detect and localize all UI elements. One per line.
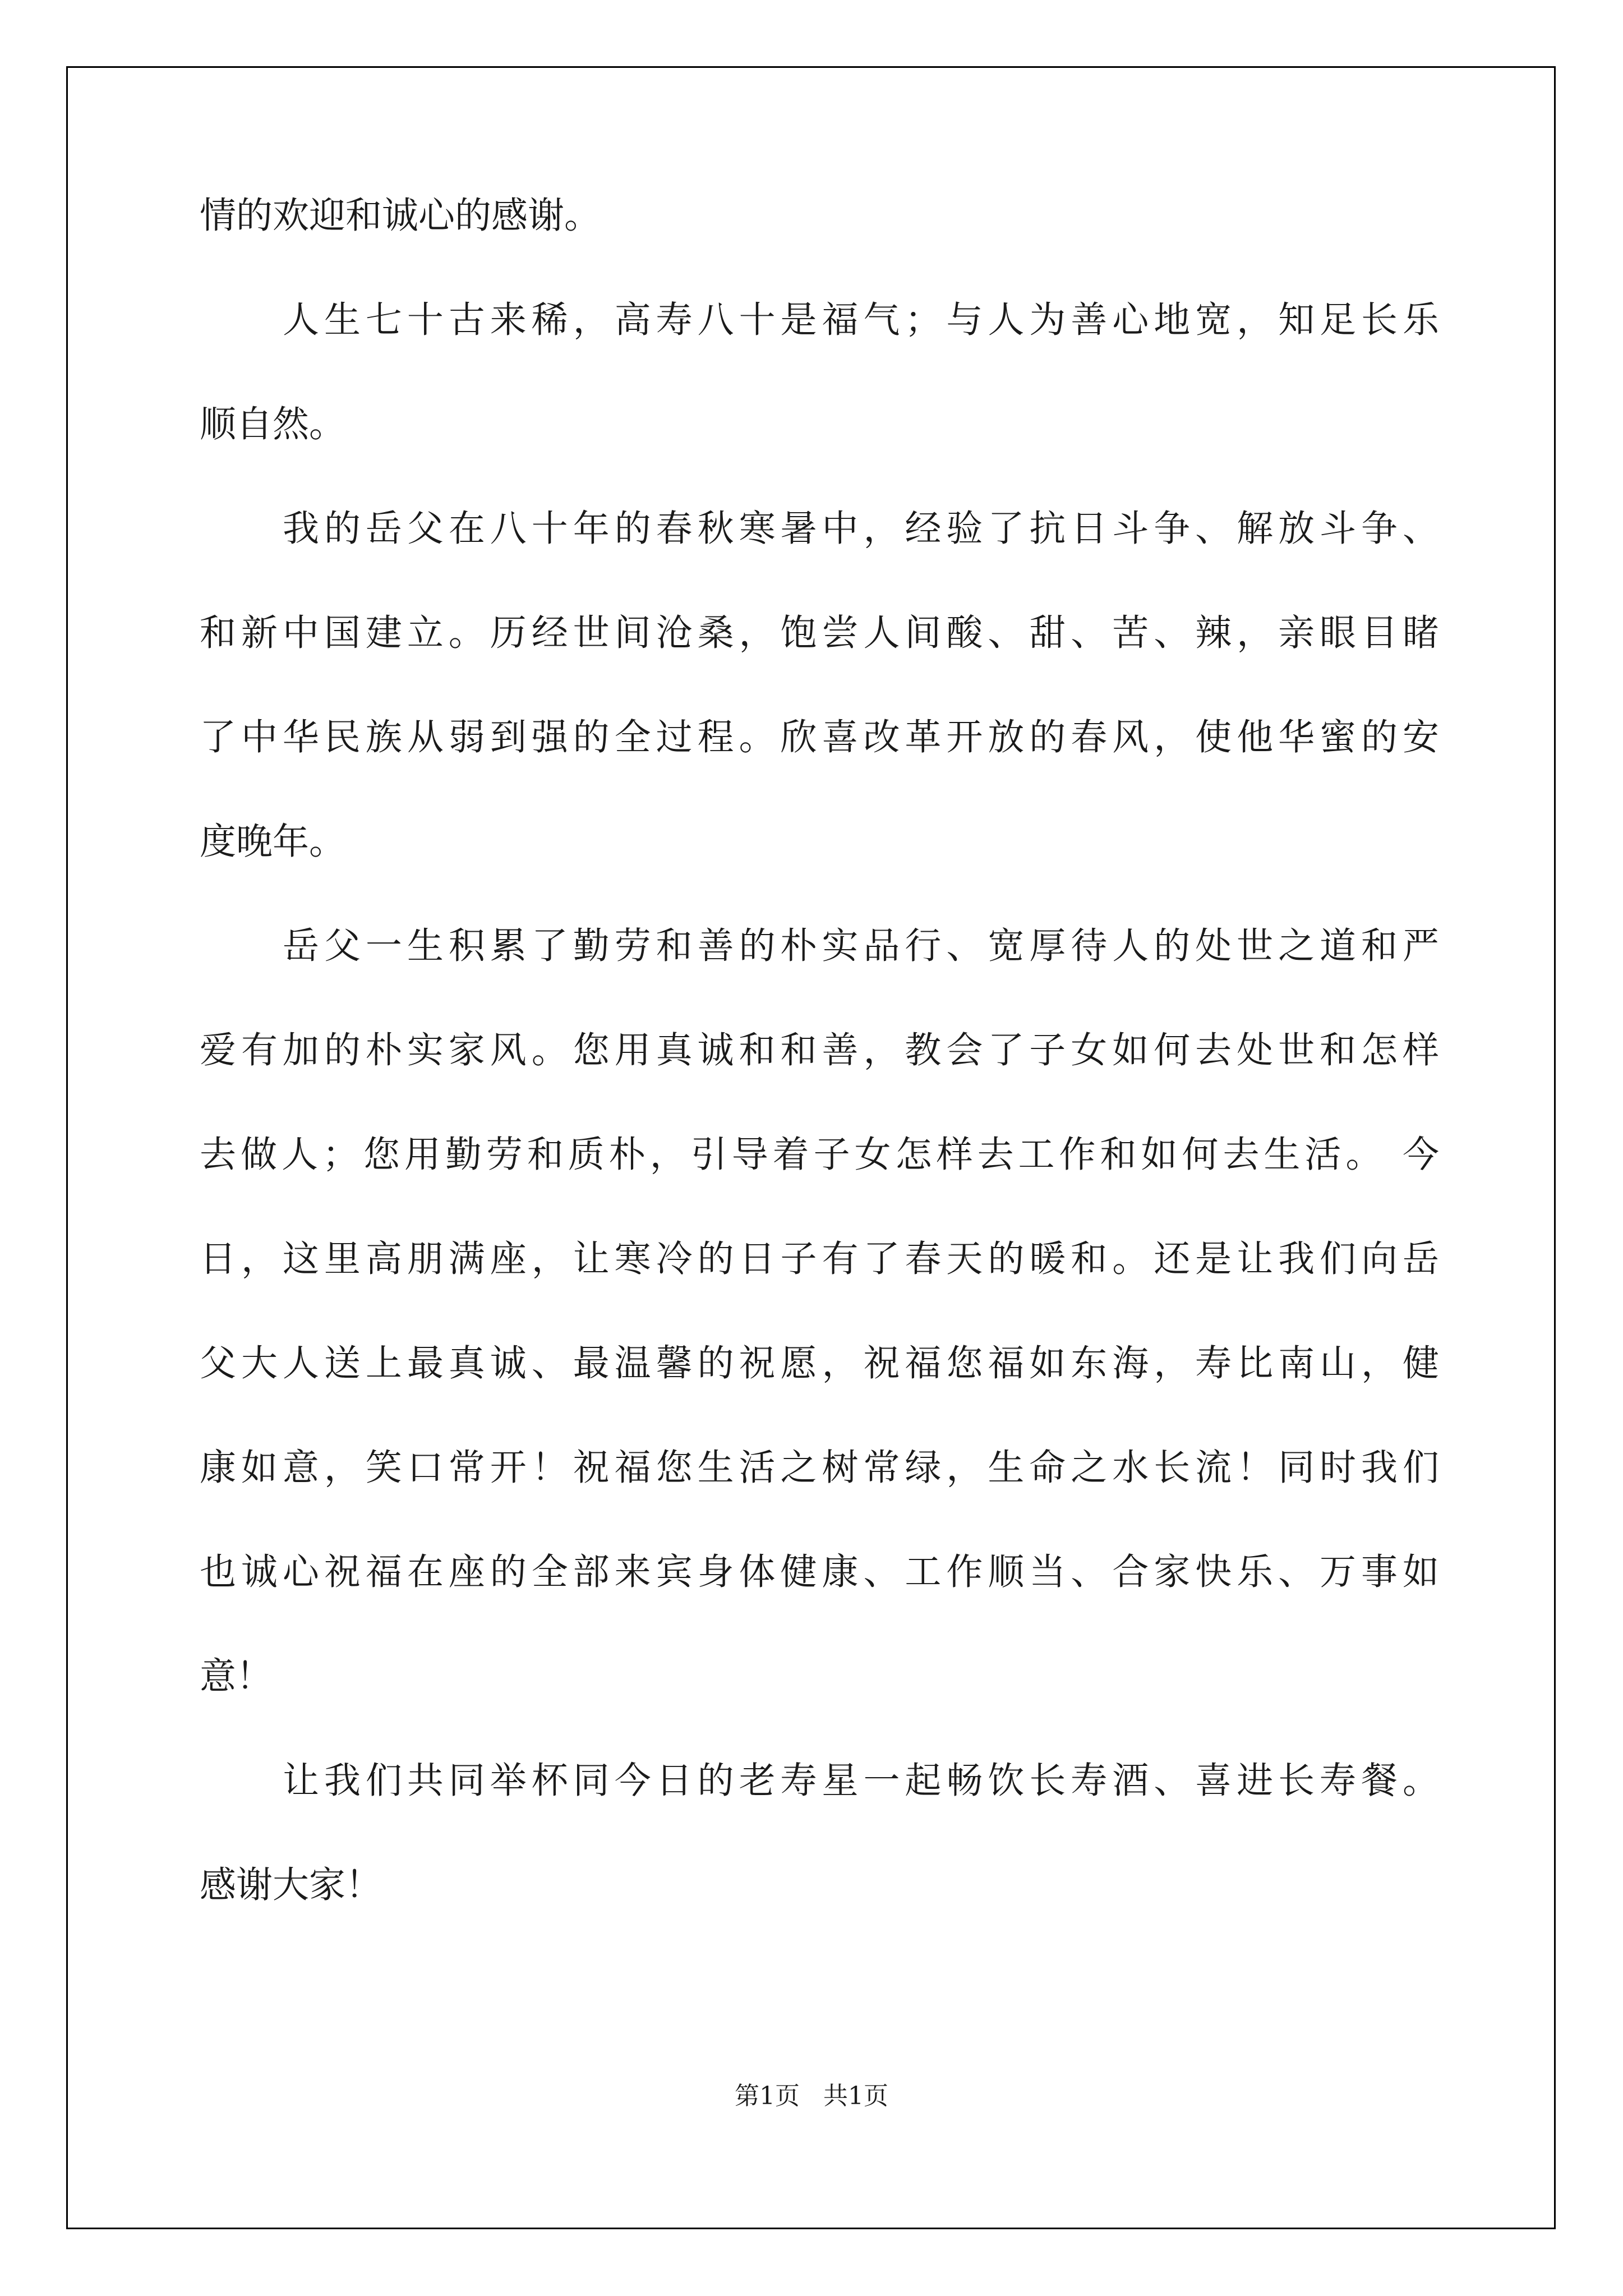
- text-line: 岳父一生积累了勤劳和善的朴实品行、宽厚待人的处世之道和严: [283, 925, 1439, 967]
- text-line: 我的岳父在八十年的春秋寒暑中，经验了抗日斗争、解放斗争、: [283, 508, 1439, 550]
- text-line: 日，这里高朋满座，让寒冷的日子有了春天的暖和。还是让我们向岳: [200, 1238, 1439, 1280]
- text-line: 和新中国建立。历经世间沧桑，饱尝人间酸、甜、苦、辣，亲眼目睹: [200, 612, 1439, 654]
- text-line: 也诚心祝福在座的全部来宾身体健康、工作顺当、合家快乐、万事如: [200, 1551, 1439, 1593]
- text-line: 去做人；您用勤劳和质朴，引导着子女怎样去工作和如何去生活。 今: [200, 1134, 1439, 1176]
- text-line: 让我们共同举杯同今日的老寿星一起畅饮长寿酒、喜进长寿餐。: [283, 1760, 1439, 1802]
- text-line: 人生七十古来稀，高寿八十是福气；与人为善心地宽，知足长乐: [283, 299, 1439, 341]
- text-line: 爱有加的朴实家风。您用真诚和和善，教会了子女如何去处世和怎样: [200, 1029, 1439, 1071]
- text-line: 感谢大家！: [200, 1864, 382, 1906]
- text-line: 情的欢迎和诚心的感谢。: [200, 195, 601, 237]
- text-line: 顺自然。: [200, 403, 346, 445]
- text-line: 父大人送上最真诚、最温馨的祝愿，祝福您福如东海，寿比南山，健: [200, 1342, 1439, 1384]
- text-line: 了中华民族从弱到强的全过程。欣喜改革开放的春风，使他华蜜的安: [200, 716, 1439, 758]
- text-line: 康如意，笑口常开！祝福您生活之树常绿，生命之水长流！同时我们: [200, 1447, 1439, 1489]
- text-line: 意！: [200, 1655, 273, 1697]
- text-line: 度晚年。: [200, 821, 346, 863]
- page-number: 第1页 共1页: [735, 2082, 888, 2110]
